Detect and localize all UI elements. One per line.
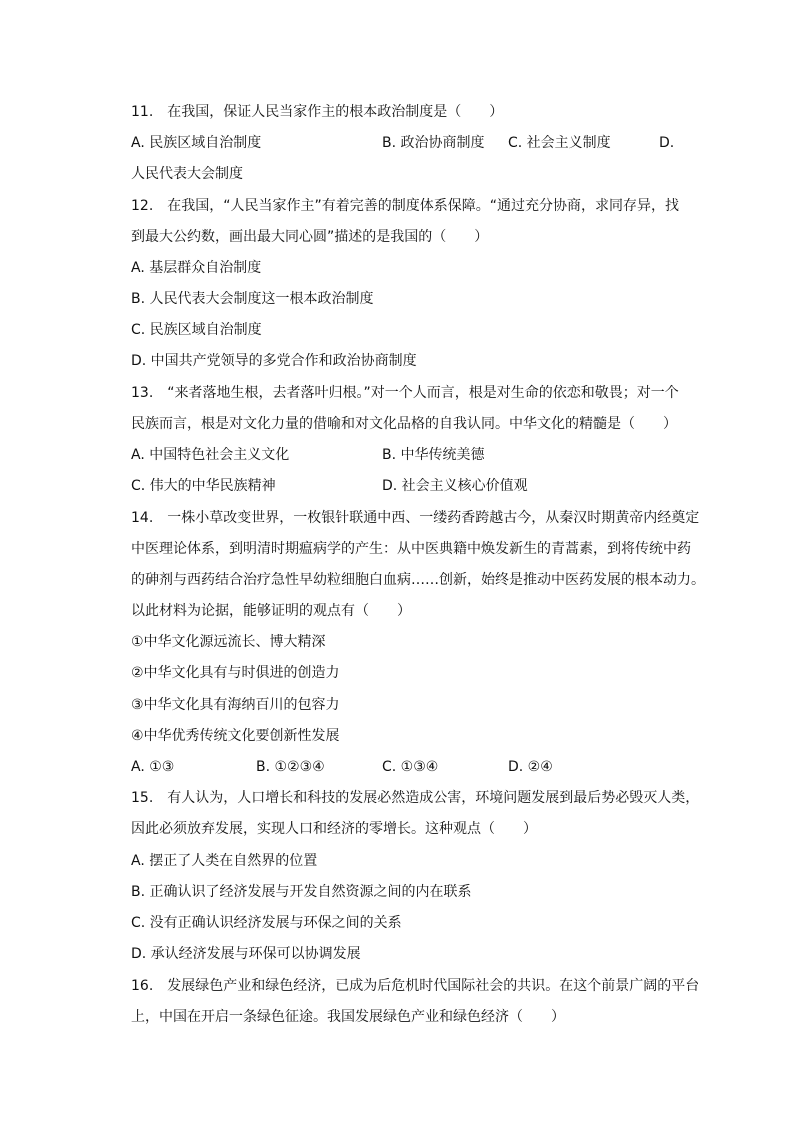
option-b: B. 正确认识了经济发展与开发自然资源之间的内在联系 — [131, 884, 472, 900]
option-d: D. ②④ — [508, 759, 553, 775]
question-stem-line: 的砷剂与西药结合治疗急性早幼粒细胞白血病……创新，始终是推动中医药发展的根本动力。 — [131, 572, 705, 588]
option-d: D. 中国共产党领导的多党合作和政治协商制度 — [131, 353, 417, 369]
option-d-continued: 人民代表大会制度 — [131, 166, 243, 182]
option-c: C. ①③④ — [382, 759, 439, 775]
question-number: 14. — [131, 510, 154, 526]
option-c: C. 没有正确认识经济发展与环保之间的关系 — [131, 915, 402, 931]
question-13-stem — [131, 383, 679, 403]
question-stem-text: 发展绿色产业和绿色经济，已成为后危机时代国际社会的共识。在这个前景广阔的平台 — [167, 978, 700, 994]
option-c: C. 社会主义制度 — [508, 135, 611, 151]
option-a: A. 基层群众自治制度 — [131, 260, 262, 276]
option-a: A. 民族区域自治制度 — [131, 135, 262, 151]
question-stem-line: 中医理论体系，到明清时期瘟病学的产生：从中医典籍中焕发新生的青蒿素，到将传统中药 — [131, 541, 691, 557]
option-d: D. 承认经济发展与环保可以协调发展 — [131, 946, 361, 962]
option-d: D. — [659, 135, 675, 151]
option-c: C. 民族区域自治制度 — [131, 322, 262, 338]
question-number: 11. — [131, 104, 154, 120]
option-b: B. 政治协商制度 — [382, 135, 485, 151]
question-number: 15. — [131, 790, 154, 806]
question-14-stem — [131, 508, 699, 528]
option-d: D. 社会主义核心价值观 — [382, 478, 528, 494]
option-b: B. 人民代表大会制度这一根本政治制度 — [131, 291, 374, 307]
option-b: B. ①②③④ — [256, 759, 325, 775]
question-stem-text: 有人认为，人口增长和科技的发展必然造成公害，环境问题发展到最后势必毁灭人类， — [167, 790, 700, 806]
question-15-stem — [131, 788, 699, 808]
question-stem-line: 以此材料为论据，能够证明的观点有（ ） — [131, 603, 411, 619]
question-number: 16. — [131, 978, 154, 994]
question-stem-text: 在我国，保证人民当家作主的根本政治制度是（ ） — [167, 104, 504, 120]
question-stem-text: 一株小草改变世界，一枚银针联通中西、一缕药香跨越古今，从秦汉时期黄帝内经奠定 — [167, 510, 700, 526]
statement-item: ②中华文化具有与时俱进的创造力 — [131, 665, 340, 681]
option-a: A. 摆正了人类在自然界的位置 — [131, 853, 318, 869]
option-a: A. ①③ — [131, 759, 175, 775]
option-a: A. 中国特色社会主义文化 — [131, 447, 290, 463]
question-stem-line: 因此必须放弃发展，实现人口和经济的零增长。这种观点（ ） — [131, 821, 537, 837]
statement-item: ④中华优秀传统文化要创新性发展 — [131, 728, 340, 744]
option-c: C. 伟大的中华民族精神 — [131, 478, 276, 494]
question-stem-text: 在我国，“人民当家作主”有着完善的制度体系保障。“通过充分协商，求同存异，找 — [167, 198, 680, 214]
question-number: 13. — [131, 385, 154, 401]
question-stem-line: 上，中国在开启一条绿色征途。我国发展绿色产业和绿色经济（ ） — [131, 1009, 565, 1025]
option-b: B. 中华传统美德 — [382, 447, 485, 463]
question-stem-line: 民族而言，根是对文化力量的借喻和对文化品格的自我认同。中华文化的精髓是（ ） — [131, 416, 677, 432]
question-11-stem — [131, 102, 503, 122]
question-stem-text: “来者落地生根，去者落叶归根。”对一个人而言，根是对生命的依恋和敬畏；对一个 — [167, 385, 679, 401]
statement-item: ①中华文化源远流长、博大精深 — [131, 634, 326, 650]
question-16-stem — [131, 976, 699, 996]
question-12-stem — [131, 196, 679, 216]
question-number: 12. — [131, 198, 154, 214]
question-stem-line: 到最大公约数，画出最大同心圆”描述的是我国的（ ） — [131, 229, 489, 245]
statement-item: ③中华文化具有海纳百川的包容力 — [131, 697, 340, 713]
